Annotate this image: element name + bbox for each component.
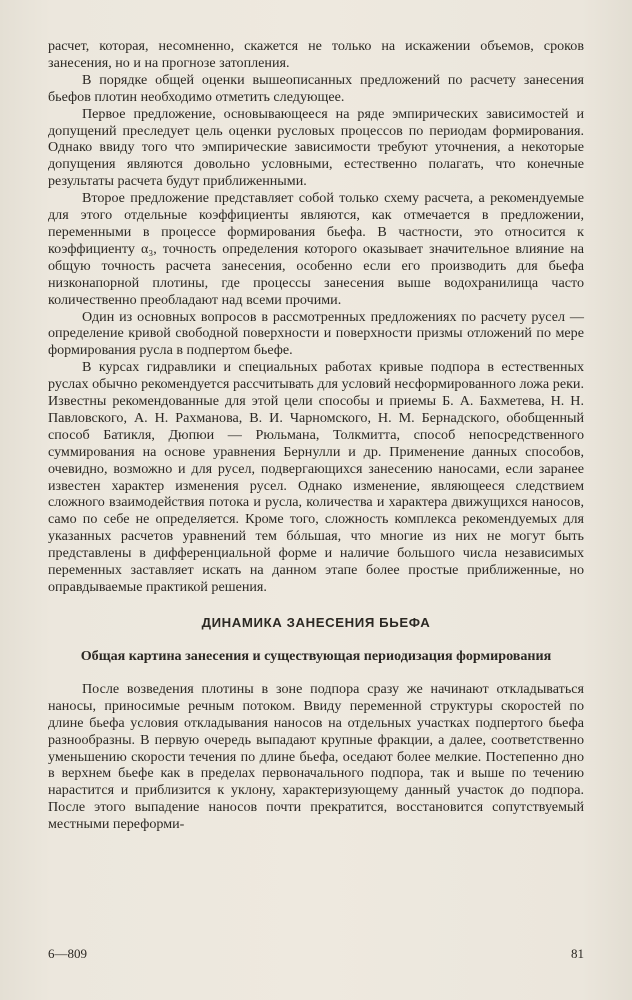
- subsection-heading: Общая картина занесения и существующая периодизация формирования: [80, 647, 552, 664]
- paragraph: В курсах гидравлики и специальных работах кривые подпора в естественных руслах обычно рекомендуется рассчитывать для условий несформированного ложа реки. Известны рекомендованные для этой цели способы и приемы Б. А. Бахметева, Н. Н. Павловского, А. Н. Рахманова, В. И. Чарномского, Н. М. Бернадского, обобщенный способ Батикля, Дюпюи — Рюльмана, Толкмитта, способ непосредственного суммирования на основе уравнения Бернулли и др. Применение данных способов, очевидно, возможно и для русел, подвергающихся занесению наносами, если заранее известен характер изменения русел. Однако изменение, являющееся следствием сложного взаимодействия потока и русла, количества и характера движущихся наносов, само по себе не определяется. Кроме того, сложность комплекса рекомендуемых для указанных расчетов уравнений тем бóльшая, что многие из них не могут быть представлены в дифференциальной форме и наличие большого числа независимых переменных заставляет искать на данном этапе более простые приближенные, но оправдываемые практикой решения.: [48, 359, 584, 595]
- paragraph-continuation: расчет, которая, несомненно, скажется не только на искажении объемов, сроков занесения, но и на прогнозе затопления.: [48, 38, 584, 71]
- paragraph: Первое предложение, основывающееся на ряде эмпирических зависимостей и допущений преследует цель оценки русловых процессов по периодам формирования. Однако ввиду того что эмпирические зависимости требуют уточнения, а некоторые допущения являются довольно условными, естественно полагать, что конечные результаты расчета будут приближенными.: [48, 105, 584, 190]
- section-heading: ДИНАМИКА ЗАНЕСЕНИЯ БЬЕФА: [201, 614, 431, 630]
- paragraph: Один из основных вопросов в рассмотренных предложениях по расчету русел — определение кривой свободной поверхности и поверхности призмы отложений по мере формирования русла в подпертом бьефе.: [48, 308, 584, 359]
- printer-signature: 6—809: [48, 946, 87, 961]
- page-number: 81: [571, 946, 584, 961]
- paragraph: Второе предложение представляет собой только схему расчета, а рекомендуемые для этого отдельные коэффициенты являются, как отмечается в предложении, переменными в процессе формирования бьефа. В частности, это относится к коэффициенту α₃, точность определения которого оказывает значительное влияние на общую точность расчета занесения, особенно если его производить для бьефа низконапорной плотины, где процессы занесения выше водохранилища часто количественно преобладают над всеми прочими.: [48, 190, 584, 308]
- paragraph: После возведения плотины в зоне подпора сразу же начинают откладываться наносы, приносимые речным потоком. Ввиду переменной структуры скоростей по длине бьефа условия откладывания наносов на отдельных участках подпертого бьефа разнообразны. В первую очередь выпадают крупные фракции, а далее, соответственно уменьшению скорости течения по длине бьефа, оседают более мелкие. Постепенно дно в верхнем бьефе как в пределах первоначального подпора, так и выше по течению нарастится и приблизится к уклону, характеризующему данный участок до подпора. После этого выпадение наносов почти прекратится, восстановится сопутствуемый местными переформи-: [48, 680, 584, 833]
- text-body: [48, 38, 584, 833]
- paragraph: В порядке общей оценки вышеописанных предложений по расчету занесения бьефов плотин необходимо отметить следующее.: [48, 71, 584, 105]
